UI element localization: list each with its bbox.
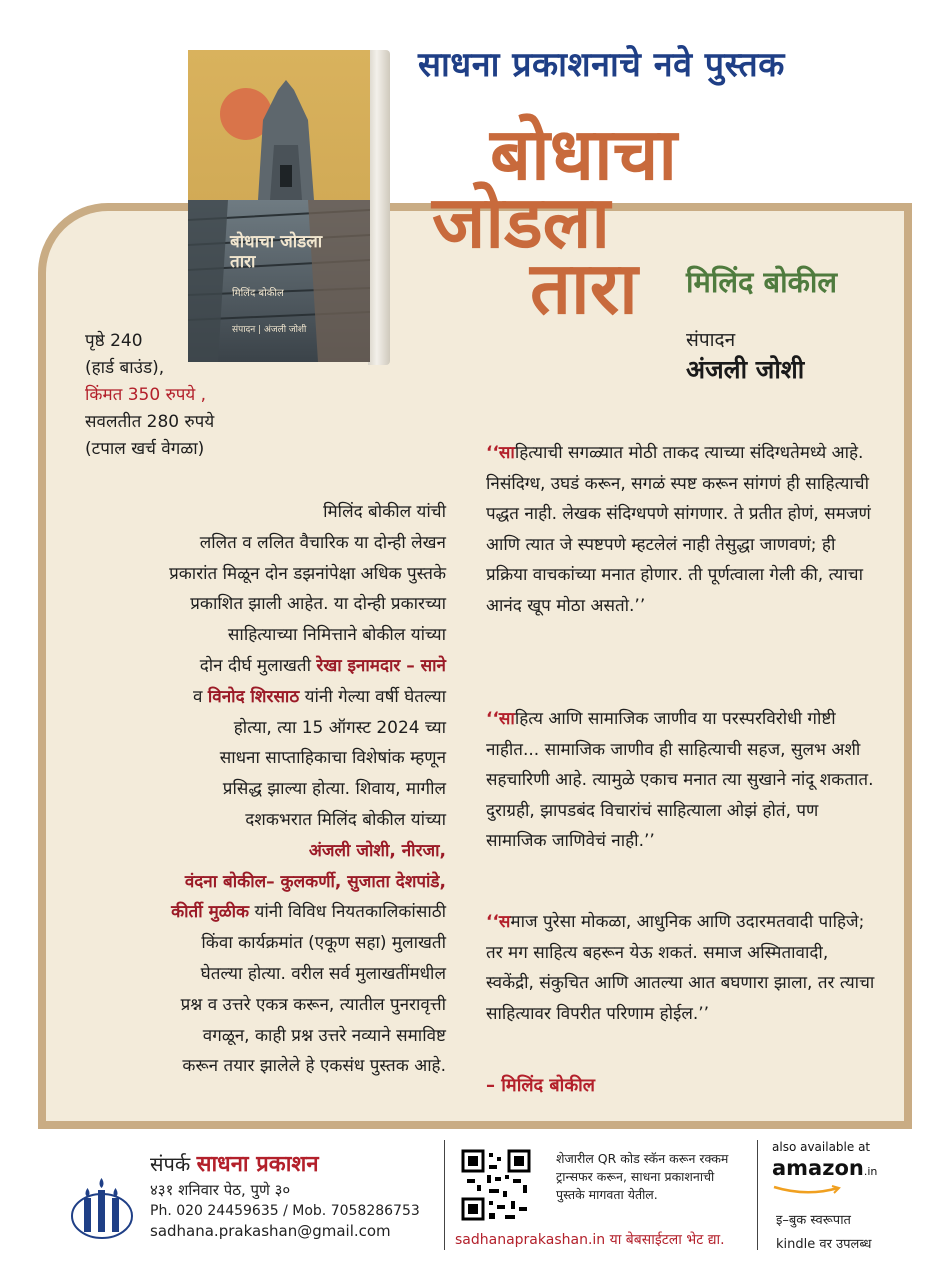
discount-price: सवलतीत 280 रुपये [85, 412, 215, 432]
website-link[interactable]: sadhanaprakashan.in या बेबसाईटला भेट द्या. [455, 1232, 725, 1248]
candles-logo-icon [70, 1168, 134, 1240]
interviewer-names: वंदना बोकील– कुलकर्णी, सुजाता देशपांडे, [184, 871, 446, 892]
cover-author: मिलिंद बोकील [232, 288, 284, 299]
binding-type: (हार्ड बाउंड), [85, 358, 165, 378]
quote-block-2 [486, 704, 876, 857]
postage-note: (टपाल खर्च वेगळा) [85, 439, 205, 459]
book-title-line-3: तारा [530, 246, 638, 330]
cover-title: बोधाचा जोडला तारा [230, 232, 323, 272]
desc-line [82, 651, 446, 682]
desc-line: प्रकाशित झाली आहेत. या दोन्ही प्रकारच्या [190, 594, 446, 615]
author-name: मिलिंद बोकील [686, 265, 838, 299]
desc-text: यांनी विविध नियतकालिकांसाठी [249, 902, 446, 923]
interviewer-names: अंजली जोशी, नीरजा, [308, 840, 446, 861]
desc-line: साधना साप्ताहिकाचा विशेषांक म्हणून [219, 748, 446, 769]
amazon-tld: .in [863, 1165, 878, 1178]
editor-label: संपादन [686, 329, 736, 351]
qr-instructions: शेजारील QR कोड स्कॅन करून रक्कम ट्रान्सफर करून, साधना प्रकाशनाची पुस्तके मागवता येतील. [556, 1151, 729, 1202]
desc-line: दशकभरात मिलिंद बोकील यांच्या [245, 809, 446, 830]
pages-count: पृष्ठे 240 [85, 331, 143, 351]
desc-line: घेतल्या होत्या. वरील सर्व मुलाखतींमधील [200, 963, 446, 984]
quote-text: माज पुरेसा मोकळा, आधुनिक आणि उदारमतवादी पाहिजे; तर मग साहित्य बहरून येऊ शकतं. समाज अस्मितावादी, स्वकेंद्री, संकुचित आणि आतल्या आत बघणारा झाला, तर त्याचा साहित्यावर विपरीत परिणाम होईल.’’ [486, 912, 875, 1024]
publisher-logo [70, 1168, 134, 1240]
desc-line: किंवा कार्यक्रमांत (एकूण सहा) मुलाखती [201, 933, 446, 954]
publisher-phone: Ph. 020 24459635 / Mob. 7058286753 [150, 1203, 420, 1219]
page-header-title: साधना प्रकाशनाचे नवे पुस्तक [418, 45, 785, 85]
quote-block-1 [486, 438, 876, 621]
cover-editor: संपादन | अंजली जोशी [232, 325, 307, 335]
quote-lead: ‘‘सा [486, 709, 515, 729]
desc-text: दोन दीर्घ मुलाखती [199, 655, 317, 676]
publisher-address: ४३१ शनिवार पेठ, पुणे ३० [150, 1181, 291, 1199]
qr-code-icon[interactable] [459, 1145, 533, 1225]
desc-line: साहित्याच्या निमित्ताने बोकील यांच्या [227, 625, 446, 646]
kindle-label: kindle वर उपलब्ध [776, 1237, 872, 1252]
quote-text: हित्याची सगळ्यात मोठी ताकद त्याच्या संदिग्धतेमध्ये आहे. निसंदिग्ध, उघडं करून, सगळं स्पष्ट करून सांगणं ही साहित्याची पद्धत नाही. लेखक संदिग्धपणे सांगणार. ते प्रतीत होणं, समजणं आणि त्यात जे स्पष्टपणे म्हटलेलं नाही तेसुद्धा जाणवणं; ही प्रक्रिया वाचकांच्या मनात होणार. ती पूर्णत्वाला गेली की, त्याचा आनंद खूप मोठा असतो.’’ [486, 443, 871, 616]
price: किंमत 350 रुपये , [85, 385, 207, 405]
quote-attribution: – मिलिंद बोकील [486, 1075, 596, 1096]
quote-block-3 [486, 907, 876, 1029]
interviewer-name: रेखा इनामदार – साने [316, 655, 446, 676]
desc-line: प्रसिद्ध झाल्या होत्या. शिवाय, मागील [222, 779, 446, 800]
desc-line: मिलिंद बोकील यांची [323, 502, 446, 522]
desc-line: होत्या, त्या 15 ऑगस्ट 2024 च्या [233, 717, 446, 738]
ebook-label: इ–बुक स्वरूपात [776, 1213, 851, 1228]
desc-text: यांनी गेल्या वर्षी घेतल्या [299, 686, 446, 707]
amazon-logo [772, 1156, 877, 1180]
book-title-line-1: बोधाचा [490, 112, 678, 196]
amazon-also-text: also available at [772, 1140, 871, 1154]
publisher-email[interactable]: sadhana.prakashan@gmail.com [150, 1222, 391, 1240]
desc-line: ललित व ललित वैचारिक या दोन्ही लेखन [199, 532, 446, 553]
quote-lead: ‘‘स [486, 912, 511, 932]
amazon-logo-text: amazon [772, 1156, 864, 1180]
contact-label: संपर्क [150, 1152, 197, 1176]
contact-line [150, 1148, 319, 1178]
book-cover-art [188, 50, 370, 362]
desc-text: व [193, 686, 208, 707]
editor-name: अंजली जोशी [686, 355, 805, 384]
qr-code-graphic [459, 1145, 533, 1225]
book-specs [85, 328, 214, 463]
book-description [82, 497, 446, 1082]
desc-line [82, 897, 446, 928]
book-pages-edge [368, 50, 390, 365]
interviewer-name: विनोद शिरसाठ [207, 686, 300, 707]
amazon-badge[interactable] [772, 1140, 877, 1199]
desc-line: वगळून, काही प्रश्न उत्तरे नव्याने समाविष्ट [202, 1025, 446, 1046]
interviewer-name: कीर्ती मुळीक [171, 902, 250, 923]
desc-line: प्रश्न व उत्तरे एकत्र करून, त्यातील पुनरावृत्ती [180, 994, 446, 1015]
desc-line: करून तयार झालेले हे एकसंध पुस्तक आहे. [182, 1056, 446, 1077]
amazon-smile-icon [772, 1185, 842, 1195]
desc-line [82, 682, 446, 713]
quote-lead: ‘‘सा [486, 443, 515, 463]
footer-divider [757, 1140, 758, 1250]
book-cover-image [188, 50, 370, 362]
quote-text: हित्य आणि सामाजिक जाणीव या परस्परविरोधी गोष्टी नाहीत... सामाजिक जाणीव ही साहित्याची सहज, सुलभ अशी सहचारिणी आहे. त्यामुळे एकाच मनात त्या सुखाने नांदू शकतात. दुराग्रही, झापडबंद विचारांचं साहित्याला ओझं होतं, पण सामाजिक जाणिवेचं नाही.’’ [486, 709, 874, 851]
publisher-name: साधना प्रकाशन [196, 1152, 319, 1177]
desc-line: प्रकारांत मिळून दोन डझनांपेक्षा अधिक पुस्तके [169, 563, 446, 584]
footer-divider [444, 1140, 445, 1250]
book-title-line-2: जोडला [432, 180, 611, 264]
